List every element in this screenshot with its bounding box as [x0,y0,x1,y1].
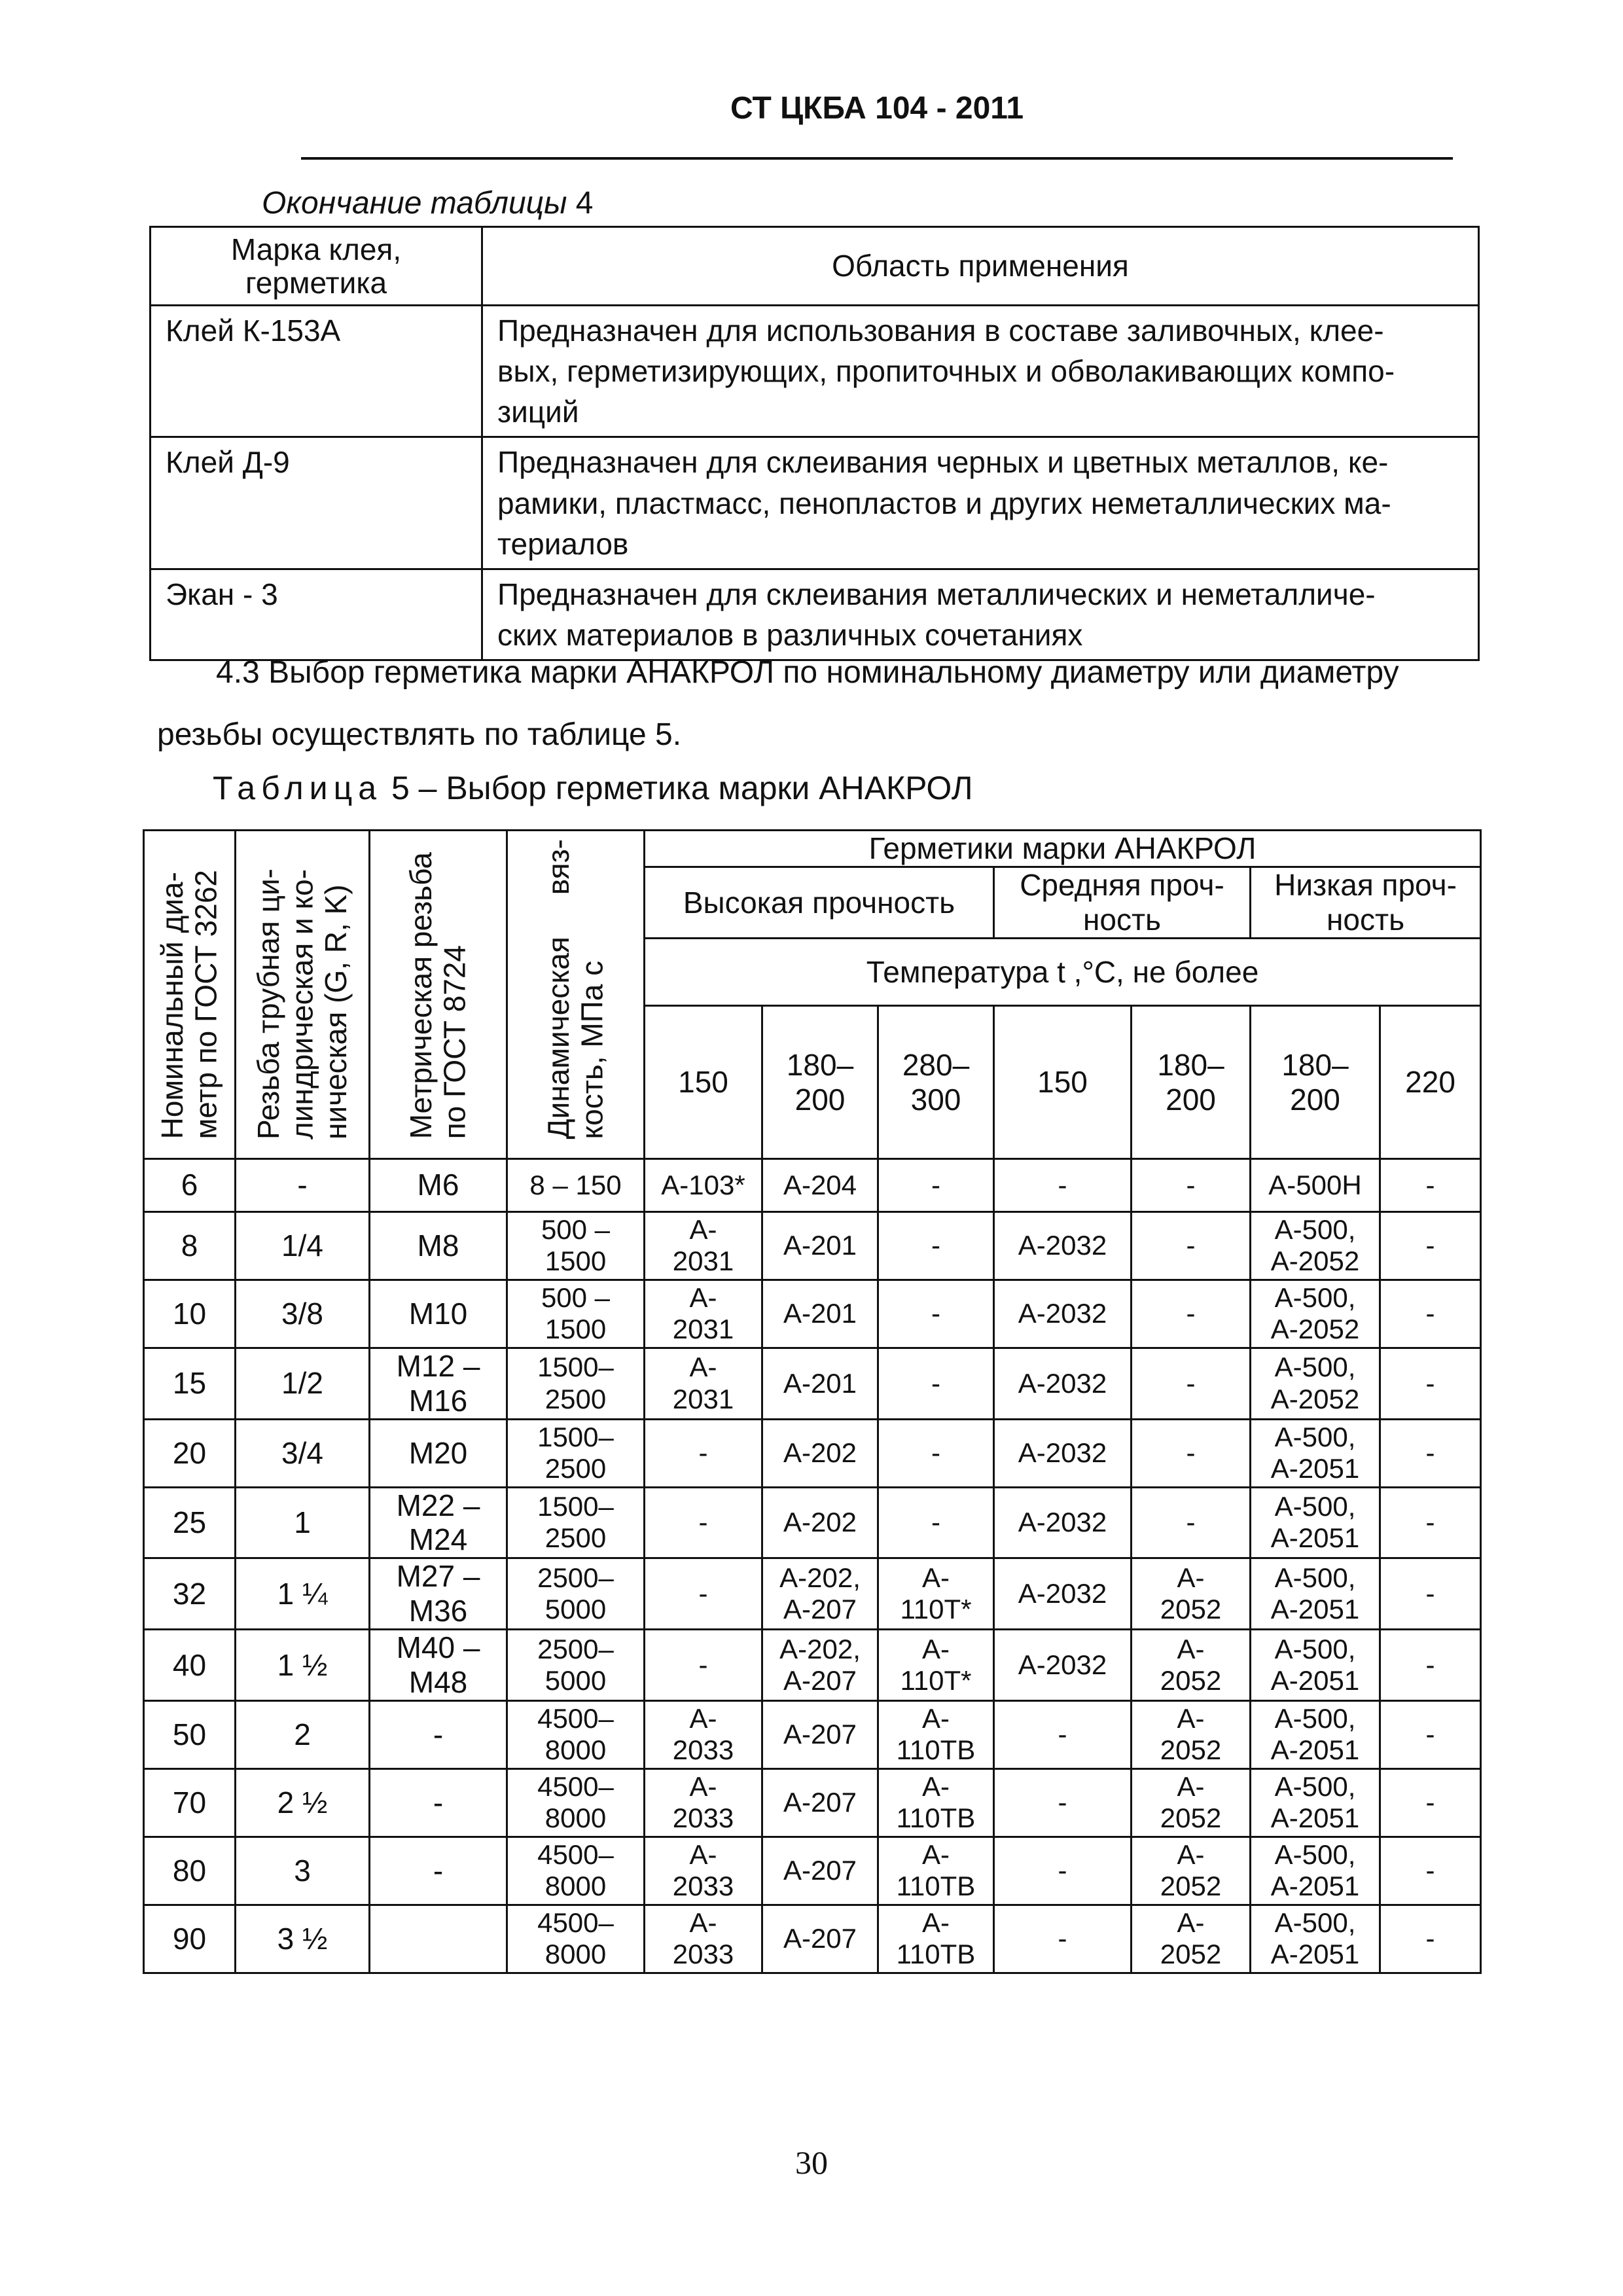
temperature-value-header: 150 [994,1006,1132,1159]
table-cell: 10 [144,1280,236,1348]
table-cell: А-207 [762,1768,878,1837]
table-cell: - [1380,1419,1481,1487]
table-cell: А-2032 [994,1630,1132,1701]
temperature-value-header: 220 [1380,1006,1481,1159]
table-cell: 70 [144,1768,236,1837]
table-cell: А-500, А-2051 [1251,1419,1380,1487]
table-cell: А- 2052 [1132,1837,1251,1905]
table-cell: - [236,1158,370,1211]
table-cell: - [1132,1280,1251,1348]
table-cell: 1 ¼ [236,1558,370,1630]
table-cell: А-500, А-2051 [1251,1487,1380,1558]
table-cell: M22 – M24 [370,1487,507,1558]
table-cell: - [645,1487,762,1558]
table-cell: 8 [144,1211,236,1280]
table-row [144,1700,1481,1768]
description-line: Предназначен для склеивания черных и цветных металлов, ке- [497,445,1389,480]
table-cell: А-201 [762,1348,878,1419]
table-cell: А-207 [762,1905,878,1973]
table-cell: А-500, А-2052 [1251,1280,1380,1348]
adhesive-name: Клей К-153А [151,306,482,437]
table-cell: А-500, А-2051 [1251,1837,1380,1905]
table-cell: 40 [144,1630,236,1701]
description-line: рамики, пластмасс, пенопластов и других неметаллических ма- [497,486,1391,520]
table-cell: 32 [144,1558,236,1630]
table-cell: - [370,1768,507,1837]
table-cell: 1 ½ [236,1630,370,1701]
table-cell: А-202 [762,1487,878,1558]
table-cell: - [1380,1158,1481,1211]
table-cell: - [1132,1158,1251,1211]
adhesive-name: Экан - 3 [151,569,482,660]
table-cell: А-202 [762,1419,878,1487]
temperature-value-header: 180– 200 [1132,1006,1251,1159]
table-cell: - [1132,1419,1251,1487]
header-rule [301,157,1453,160]
table-cell: - [1380,1837,1481,1905]
table-row [144,1905,1481,1973]
table-cell: А-2032 [994,1419,1132,1487]
description-line: вых, герметизирующих, пропиточных и обволакивающих компо- [497,354,1395,389]
table-cell: 4500– 8000 [507,1768,645,1837]
table-cell: - [1132,1211,1251,1280]
table-cell: 2500– 5000 [507,1630,645,1701]
table-cell: - [1380,1211,1481,1280]
table-cell: А- 2033 [645,1905,762,1973]
col-header-pipe-thread: Резьба трубная ци- линдрическая и ко- ническая (G, R, K) [236,831,370,1159]
application-description [482,306,1479,437]
table-cell: - [1380,1487,1481,1558]
table-cell: 4500– 8000 [507,1700,645,1768]
table4-col-brand-header: Марка клея, герметика [151,227,482,306]
table-cell: 3/4 [236,1419,370,1487]
table-cell: M20 [370,1419,507,1487]
temperature-value-header: 280– 300 [878,1006,994,1159]
table-cell: А- 110ТВ [878,1768,994,1837]
table-cell: А- 2052 [1132,1700,1251,1768]
adhesive-name: Клей Д-9 [151,437,482,569]
table-cell: А-202, А-207 [762,1630,878,1701]
table-cell: - [1132,1487,1251,1558]
table-cell: А- 2033 [645,1837,762,1905]
table-cell: M10 [370,1280,507,1348]
table-cell: - [994,1768,1132,1837]
table5-title-word: Таблица [213,770,383,806]
table-cell: А- 2033 [645,1768,762,1837]
description-line: ских материалов в различных сочетаниях [497,617,1083,652]
table-row [144,1558,1481,1630]
table-cell: 3/8 [236,1280,370,1348]
temperature-header: Температура t ,°С, не более [645,939,1481,1006]
table-cell: 80 [144,1837,236,1905]
table4-caption-text: Окончание таблицы [262,186,567,221]
table-cell: 3 ½ [236,1905,370,1973]
page-number: 30 [795,2144,828,2181]
table-cell: 6 [144,1158,236,1211]
table-cell: 15 [144,1348,236,1419]
table-cell: А-207 [762,1837,878,1905]
table-cell: А- 110Т* [878,1558,994,1630]
table5-title-rest: 5 – Выбор герметика марки АНАКРОЛ [382,770,973,806]
table-cell: А-2032 [994,1280,1132,1348]
table-cell: 3 [236,1837,370,1905]
table-cell: - [878,1280,994,1348]
table-cell: - [370,1837,507,1905]
paragraph-line-2: резьбы осуществлять по таблице 5. [157,717,682,752]
table-cell: А-500Н [1251,1158,1380,1211]
table-cell: - [645,1558,762,1630]
table-cell: M6 [370,1158,507,1211]
table-cell: 500 – 1500 [507,1211,645,1280]
table-cell: - [645,1630,762,1701]
strength-high-header: Высокая прочность [645,867,994,939]
table-cell: M27 – M36 [370,1558,507,1630]
table-cell: - [1380,1558,1481,1630]
table-cell: M8 [370,1211,507,1280]
table-cell: А-500, А-2051 [1251,1768,1380,1837]
table-cell: 4500– 8000 [507,1837,645,1905]
table-cell: 90 [144,1905,236,1973]
table-cell: 50 [144,1700,236,1768]
table-cell: - [1380,1348,1481,1419]
table-cell: 1500– 2500 [507,1419,645,1487]
temperature-value-header: 180– 200 [762,1006,878,1159]
table4-row [151,437,1479,569]
col-header-metric-thread: Метрическая резьба по ГОСТ 8724 [370,831,507,1159]
table4-caption [262,185,593,221]
table-cell: 1/2 [236,1348,370,1419]
table4-row [151,306,1479,437]
table4-col-application-header: Область применения [482,227,1479,306]
description-line: зиций [497,395,579,429]
table4-caption-number: 4 [575,186,594,221]
table-row [144,1211,1481,1280]
table-row [144,1768,1481,1837]
table-cell: А-500, А-2052 [1251,1348,1380,1419]
table-cell: - [1380,1768,1481,1837]
table-cell: А- 2033 [645,1700,762,1768]
table-cell: А-204 [762,1158,878,1211]
table-cell: - [994,1905,1132,1973]
table-cell: - [994,1837,1132,1905]
table-cell: А-202, А-207 [762,1558,878,1630]
col-header-viscosity: Динамическая вяз- кость, МПа с [507,831,645,1159]
table-cell: - [878,1487,994,1558]
table-cell: А- 110ТВ [878,1700,994,1768]
table-cell [370,1905,507,1973]
strength-medium-header: Средняя проч- ность [994,867,1251,939]
table-row [144,1348,1481,1419]
table-cell: - [1132,1348,1251,1419]
table-cell: А- 2052 [1132,1905,1251,1973]
table-cell: А-500, А-2052 [1251,1211,1380,1280]
table-cell: А-2032 [994,1211,1132,1280]
table-cell: 500 – 1500 [507,1280,645,1348]
table-4 [149,226,1480,661]
table-cell: 2 ½ [236,1768,370,1837]
table-cell: А- 2052 [1132,1768,1251,1837]
strength-low-header: Низкая проч- ность [1251,867,1481,939]
group-header-anakrol: Герметики марки АНАКРОЛ [645,831,1481,867]
table-cell: А-103* [645,1158,762,1211]
table-cell: А- 2052 [1132,1630,1251,1701]
table-cell: 1500– 2500 [507,1487,645,1558]
col-header-nominal-diameter: Номинальный диа- метр по ГОСТ 3262 [144,831,236,1159]
table-cell: 1/4 [236,1211,370,1280]
table-cell: - [878,1348,994,1419]
table-cell: А-500, А-2051 [1251,1630,1380,1701]
table-cell: 25 [144,1487,236,1558]
temperature-value-header: 180– 200 [1251,1006,1380,1159]
table5-title [213,769,973,807]
table-cell: 8 – 150 [507,1158,645,1211]
table-cell: А-2032 [994,1558,1132,1630]
section-4-3-paragraph [157,641,1479,766]
table-cell: А-201 [762,1211,878,1280]
table-cell: - [1380,1630,1481,1701]
table-cell: M12 – M16 [370,1348,507,1419]
table-cell: - [645,1419,762,1487]
table-cell: 2500– 5000 [507,1558,645,1630]
table-cell: А- 2031 [645,1211,762,1280]
table-cell: 20 [144,1419,236,1487]
table-cell: - [1380,1280,1481,1348]
table-cell: 2 [236,1700,370,1768]
table-cell: - [994,1158,1132,1211]
paragraph-line-1: 4.3 Выбор герметика марки АНАКРОЛ по номинальному диаметру или диаметру [216,655,1399,690]
table-cell: А-207 [762,1700,878,1768]
table-cell: 1500– 2500 [507,1348,645,1419]
description-line: териалов [497,526,629,561]
table-cell: - [878,1211,994,1280]
temperature-value-header: 150 [645,1006,762,1159]
table-cell: - [1380,1905,1481,1973]
table-cell: А- 2031 [645,1280,762,1348]
description-line: Предназначен для склеивания металлических и неметалличе- [497,577,1376,611]
table-row [144,1419,1481,1487]
description-line: Предназначен для использования в составе заливочных, клее- [497,314,1384,348]
table-cell: - [1380,1700,1481,1768]
table-cell: - [370,1700,507,1768]
table-cell: - [878,1158,994,1211]
table-cell: - [878,1419,994,1487]
table-cell: А- 2052 [1132,1558,1251,1630]
table-row [144,1280,1481,1348]
table-cell: А-500, А-2051 [1251,1558,1380,1630]
table-cell: 1 [236,1487,370,1558]
table-cell: А-2032 [994,1348,1132,1419]
document-code: СТ ЦКБА 104 - 2011 [730,91,1024,126]
table-cell: А-500, А-2051 [1251,1905,1380,1973]
table-cell: - [994,1700,1132,1768]
table-cell: А-201 [762,1280,878,1348]
table-cell: А- 2031 [645,1348,762,1419]
table-row [144,1158,1481,1211]
table-cell: А-2032 [994,1487,1132,1558]
table-5 [143,829,1482,1974]
table-cell: А- 110Т* [878,1630,994,1701]
table-cell: M40 – M48 [370,1630,507,1701]
table-row [144,1837,1481,1905]
table-cell: А- 110ТВ [878,1905,994,1973]
table-row [144,1487,1481,1558]
table-cell: 4500– 8000 [507,1905,645,1973]
table-cell: А- 110ТВ [878,1837,994,1905]
table-row [144,1630,1481,1701]
table-cell: А-500, А-2051 [1251,1700,1380,1768]
application-description [482,437,1479,569]
